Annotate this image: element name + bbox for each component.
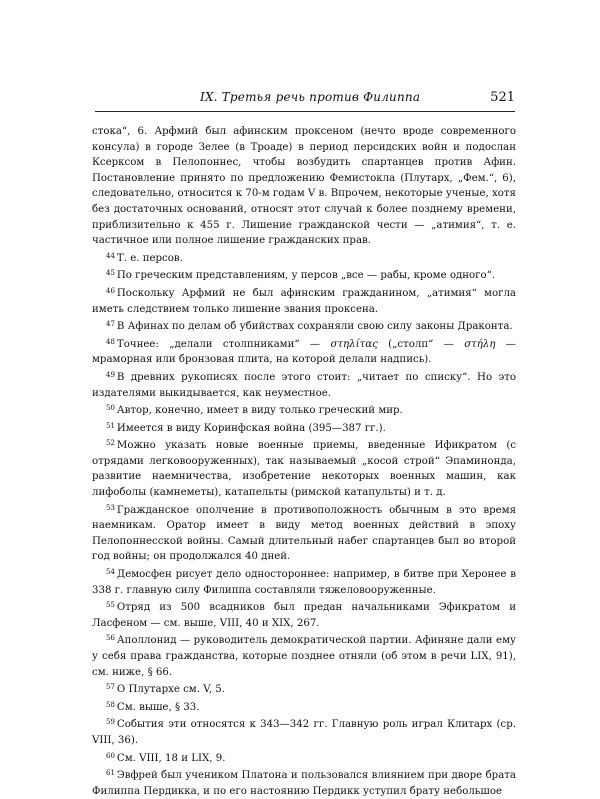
note-text: Т. е. персов. bbox=[116, 252, 183, 264]
note-number: 60 bbox=[106, 751, 115, 760]
note-44 bbox=[92, 249, 516, 267]
note-number: 45 bbox=[106, 269, 115, 278]
note-text: О Плутархе см. V, 5. bbox=[116, 684, 225, 696]
note-59 bbox=[92, 715, 516, 748]
note-text: Отряд из 500 всадников был предан начальниками Эфикратом и Ласфеном — см. выше, VIII, 40 и XIX, 267. bbox=[92, 602, 516, 629]
note-text-tail: — мраморная или бронзовая плита, на которой делали надпись). bbox=[92, 338, 516, 366]
note-text: Демосфен рисует дело одностороннее: например, в битве при Херонее в 338 г. главную силу Филиппа составляли тяжеловооруженные. bbox=[92, 569, 516, 596]
greek-word-stelitas: στηλίτας bbox=[330, 338, 378, 350]
note-text: Поскольку Арфмий не был афинским гражданином, „атимия“ могла иметь следствием только лишение звания проксена. bbox=[92, 287, 516, 315]
note-number: 61 bbox=[106, 769, 115, 778]
note-number: 44 bbox=[106, 251, 115, 260]
note-text: События эти относятся к 343—342 гг. Главную роль играл Клитарх (ср. VIII, 36). bbox=[92, 719, 516, 746]
note-text: Автор, конечно, имеет в виду только греческий мир. bbox=[116, 405, 403, 417]
note-number: 52 bbox=[106, 439, 115, 448]
header-rule bbox=[95, 111, 515, 112]
note-number: 53 bbox=[106, 503, 115, 512]
note-number: 58 bbox=[106, 700, 115, 709]
note-53 bbox=[92, 501, 516, 565]
note-number: 59 bbox=[106, 718, 115, 727]
note-text-mid: („столп“ — bbox=[377, 338, 454, 350]
note-text: Аполлонид — руководитель демократической партии. Афиняне дали ему у себя права гражданства, которые позднее отняли (об этом в речи LIX, 91), см. ниже, § 66. bbox=[92, 635, 516, 678]
note-48 bbox=[92, 335, 516, 368]
running-title: IX. Третья речь против Филиппа bbox=[200, 90, 421, 104]
note-number: 48 bbox=[106, 337, 115, 346]
note-50 bbox=[92, 401, 516, 419]
page-number: 521 bbox=[490, 90, 515, 105]
note-number: 57 bbox=[106, 683, 115, 692]
note-51 bbox=[92, 419, 516, 437]
note-number: 56 bbox=[106, 634, 115, 643]
note-text: См. выше, § 33. bbox=[116, 701, 200, 713]
note-49 bbox=[92, 368, 516, 401]
note-52 bbox=[92, 436, 516, 500]
note-number: 55 bbox=[106, 601, 115, 610]
note-text: Эвфрей был учеником Платона и пользовался влиянием при дворе брата Филиппа Пердикка, и по его настоянию Пердикк уступил брату небольшое bbox=[92, 770, 516, 797]
note-continuation: стока“, 6. Арфмий был афинским проксеном (нечто вроде современного консула) в городе Зелее (в Троаде) в период персидских войн и подослан Ксерксом в Пелопоннес, чтобы возбудить спартанцев против Афин. Постановление принято по предложению Фемистокла (Плутарх, „Фем.“, 6), следовательно, относится к 70-м годам V в. Впрочем, некоторые ученые, хотя без достаточных оснований, относят этот случай к более позднему времени, приблизительно к 455 г. Лишение гражданской чести — „атимия“, т. е. частичное или полное лишение гражданских прав. bbox=[92, 126, 516, 247]
note-number: 49 bbox=[106, 370, 115, 379]
note-number: 51 bbox=[106, 421, 115, 430]
footnotes bbox=[92, 124, 516, 799]
running-header bbox=[95, 88, 515, 110]
note-number: 54 bbox=[106, 568, 115, 577]
note-text: Имеется в виду Коринфская война (395—387 гг.). bbox=[116, 422, 386, 434]
note-text: В древних рукописях после этого стоит: „читает по списку“. Но это издателями выкидывается, как неуместное. bbox=[92, 371, 516, 399]
note-55 bbox=[92, 598, 516, 631]
note-text: В Афинах по делам об убийствах сохраняли свою силу законы Драконта. bbox=[116, 321, 513, 333]
note-54 bbox=[92, 565, 516, 598]
note-number: 50 bbox=[106, 404, 115, 413]
note-45 bbox=[92, 266, 516, 284]
note-text: Гражданское ополчение в противоположность обычным в это время наемникам. Оратор имеет в виду метод военных действий в эпоху Пелопоннесской войны. Самый длительный набег спартанцев был во второй год войны; он продолжался 40 дней. bbox=[92, 504, 516, 563]
note-number: 46 bbox=[106, 286, 115, 295]
note-text: См. VIII, 18 и LIX, 9. bbox=[116, 752, 226, 764]
note-46 bbox=[92, 284, 516, 317]
note-text: По греческим представлениям, у персов „все — рабы, кроме одного“. bbox=[116, 270, 496, 282]
note-61 bbox=[92, 766, 516, 799]
note-58 bbox=[92, 698, 516, 716]
note-text: Можно указать новые военные приемы, введенные Ификратом (с отрядами легковооруженных), так называемый „косой строй“ Эпаминонда, развитие наемничества, изобретение некоторых военных машин, как лифоболы (камнеметы), катапельты (римской катапульты) и т. д. bbox=[92, 440, 516, 499]
note-57 bbox=[92, 680, 516, 698]
note-60 bbox=[92, 749, 516, 767]
greek-word-stele: στήλη bbox=[464, 338, 496, 350]
note-56 bbox=[92, 631, 516, 680]
note-number: 47 bbox=[106, 320, 115, 329]
note-47 bbox=[92, 317, 516, 335]
note-text: Точнее: „делали столпниками“ — bbox=[116, 338, 321, 350]
